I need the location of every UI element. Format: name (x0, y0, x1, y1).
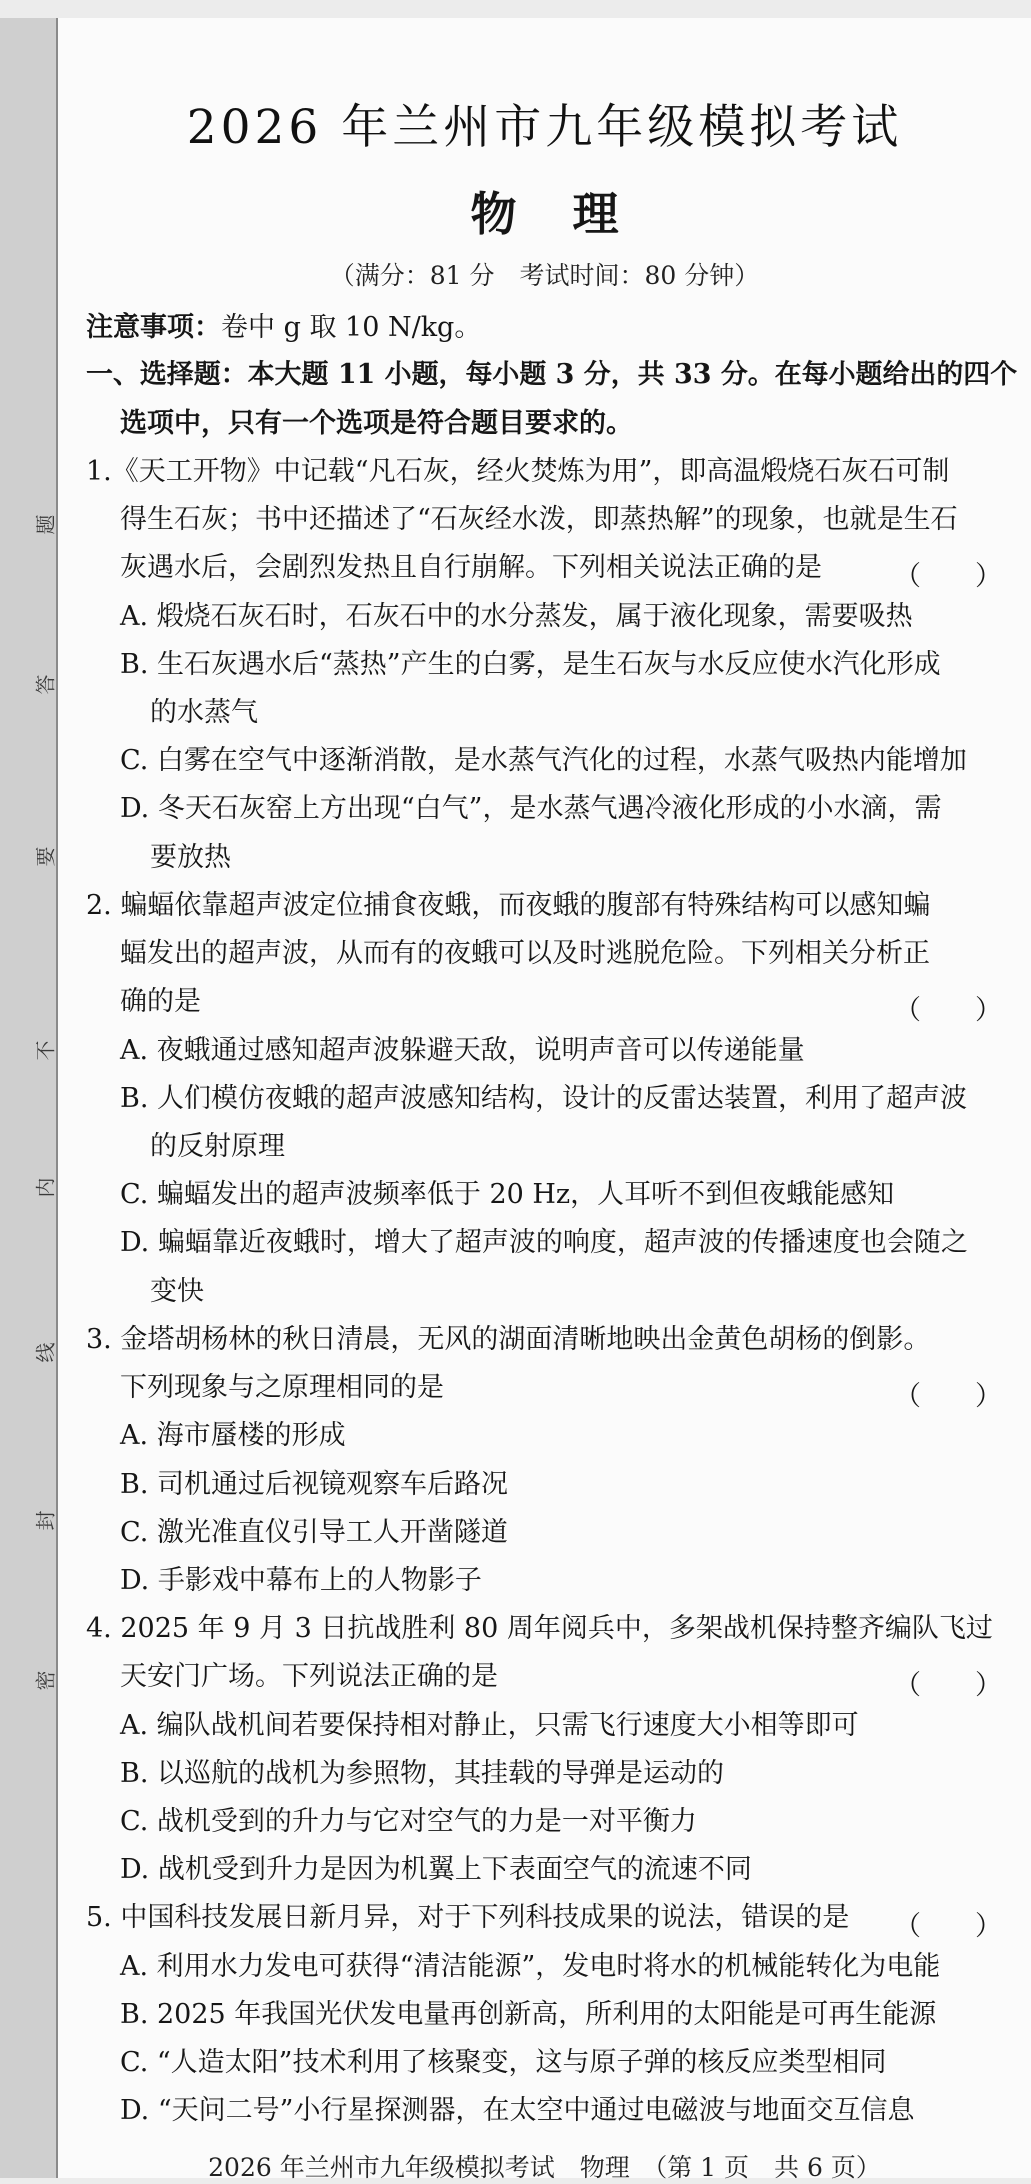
q1-stem: 得生石灰；书中还描述了“石灰经水泼，即蒸热解”的现象，也就是生石 (120, 504, 958, 535)
margin-char: 答 (33, 674, 58, 695)
q4-option-a: A. 编队战机间若要保持相对静止，只需飞行速度大小相等即可 (120, 1710, 859, 1741)
margin-char: 要 (33, 846, 58, 867)
q4-stem: 4. 2025 年 9 月 3 日抗战胜利 80 周年阅兵中，多架战机保持整齐编队飞过 (86, 1613, 993, 1644)
margin-char: 内 (33, 1177, 58, 1198)
q2-option-a: A. 夜蛾通过感知超声波躲避天敌，说明声音可以传递能量 (120, 1035, 805, 1066)
answer-bracket: （ ） (894, 995, 1002, 1026)
q3-stem: 下列现象与之原理相同的是 (120, 1372, 444, 1403)
subject-title: 物理 (470, 187, 675, 241)
section-heading-cont: 选项中，只有一个选项是符合题目要求的。 (120, 408, 633, 439)
q2-option-d-cont: 变快 (150, 1276, 204, 1307)
notice (86, 314, 481, 341)
notice-text: 卷中 g 取 10 N/kg。 (221, 312, 482, 343)
q2-stem: 蝠发出的超声波，从而有的夜蛾可以及时逃脱危险。下列相关分析正 (120, 938, 930, 969)
q4-stem: 天安门广场。下列说法正确的是 (120, 1661, 498, 1692)
q5-option-a: A. 利用水力发电可获得“清洁能源”，发电时将水的机械能转化为电能 (120, 1951, 941, 1982)
notice-label: 注意事项： (86, 312, 221, 343)
margin-char: 线 (33, 1342, 58, 1363)
q2-stem: 确的是 (120, 986, 201, 1017)
q1-option-d: D. 冬天石灰窑上方出现“白气”，是水蒸气遇冷液化形成的小水滴，需 (120, 793, 942, 824)
exam-title: 2026 年兰州市九年级模拟考试 (186, 100, 903, 155)
q3-option-c: C. 激光准直仪引导工人开凿隧道 (120, 1517, 508, 1548)
q3-option-a: A. 海市蜃楼的形成 (120, 1420, 346, 1451)
q2-option-b: B. 人们模仿夜蛾的超声波感知结构，设计的反雷达装置，利用了超声波 (120, 1083, 968, 1114)
q2-option-c: C. 蝙蝠发出的超声波频率低于 20 Hz，人耳听不到但夜蛾能感知 (120, 1179, 895, 1210)
q5-option-c: C. “人造太阳”技术利用了核聚变，这与原子弹的核反应类型相同 (120, 2047, 887, 2078)
answer-bracket: （ ） (894, 1381, 1002, 1412)
q1-option-d-cont: 要放热 (150, 842, 231, 873)
q1-option-b: B. 生石灰遇水后“蒸热”产生的白雾，是生石灰与水反应使水汽化形成 (120, 649, 941, 680)
exam-meta: （满分：81 分 考试时间：80 分钟） (329, 261, 760, 290)
margin-char: 封 (33, 1510, 58, 1531)
q2-stem: 2. 蝙蝠依靠超声波定位捕食夜蛾，而夜蛾的腹部有特殊结构可以感知蝙 (86, 890, 931, 921)
q4-option-b: B. 以巡航的战机为参照物，其挂载的导弹是运动的 (120, 1758, 725, 1789)
answer-bracket: （ ） (894, 1670, 1002, 1701)
q1-option-c: C. 白雾在空气中逐渐消散，是水蒸气汽化的过程，水蒸气吸热内能增加 (120, 745, 967, 776)
q4-option-c: C. 战机受到的升力与它对空气的力是一对平衡力 (120, 1806, 697, 1837)
binding-margin (0, 18, 58, 2178)
answer-bracket: （ ） (894, 1911, 1002, 1942)
q3-stem: 3. 金塔胡杨林的秋日清晨，无风的湖面清晰地映出金黄色胡杨的倒影。 (86, 1324, 931, 1355)
section-heading: 一、选择题：本大题 11 小题，每小题 3 分，共 33 分。在每小题给出的四个 (86, 359, 1018, 390)
margin-char: 密 (33, 1670, 58, 1691)
margin-char: 题 (33, 514, 58, 535)
q3-option-b: B. 司机通过后视镜观察车后路况 (120, 1469, 509, 1500)
answer-bracket: （ ） (894, 561, 1002, 592)
margin-char: 不 (33, 1040, 58, 1061)
exam-page (58, 18, 1031, 2182)
q1-stem: 灰遇水后，会剧烈发热且自行崩解。下列相关说法正确的是 (120, 552, 822, 583)
q1-stem: 1.《天工开物》中记载“凡石灰，经火焚炼为用”，即高温煅烧石灰石可制 (86, 456, 950, 487)
q5-option-d: D. “天问二号”小行星探测器，在太空中通过电磁波与地面交互信息 (120, 2095, 915, 2126)
q5-option-b: B. 2025 年我国光伏发电量再创新高，所利用的太阳能是可再生能源 (120, 1999, 937, 2030)
q2-option-d: D. 蝙蝠靠近夜蛾时，增大了超声波的响度，超声波的传播速度也会随之 (120, 1227, 968, 1258)
q1-option-a: A. 煅烧石灰石时，石灰石中的水分蒸发，属于液化现象，需要吸热 (120, 601, 913, 632)
page-footer: 2026 年兰州市九年级模拟考试 物理 （第 1 页 共 6 页） (208, 2153, 881, 2182)
q5-stem: 5. 中国科技发展日新月异，对于下列科技成果的说法，错误的是 (86, 1902, 850, 1933)
q2-option-b-cont: 的反射原理 (150, 1131, 285, 1162)
q1-option-b-cont: 的水蒸气 (150, 697, 258, 728)
q3-option-d: D. 手影戏中幕布上的人物影子 (120, 1565, 482, 1596)
q4-option-d: D. 战机受到升力是因为机翼上下表面空气的流速不同 (120, 1854, 752, 1885)
